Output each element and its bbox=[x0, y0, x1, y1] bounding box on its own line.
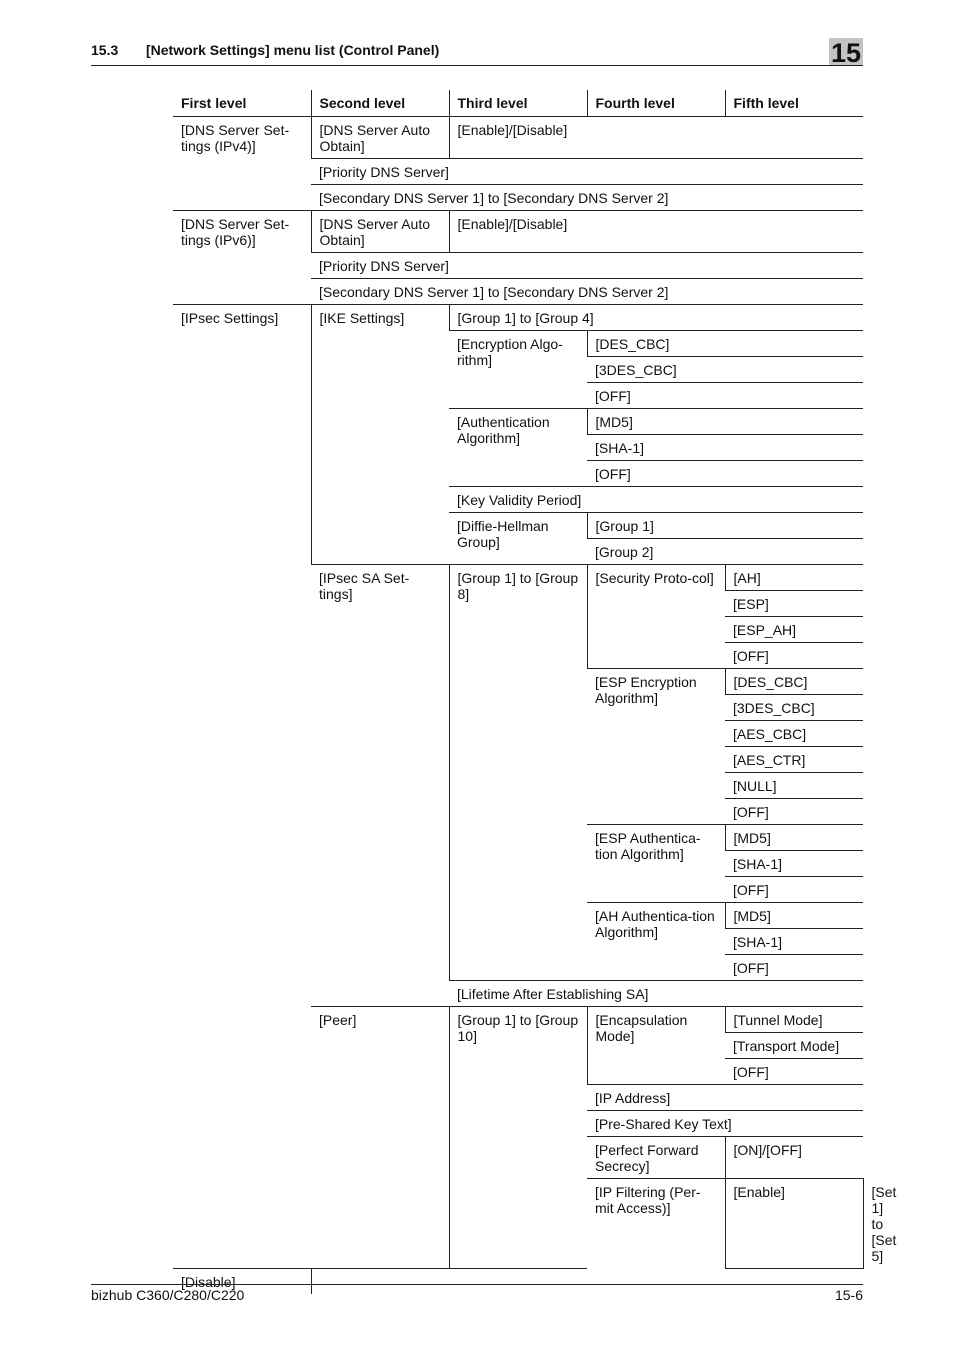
table-cell: [Group 1] bbox=[587, 513, 863, 539]
column-header: First level bbox=[181, 95, 247, 111]
table-cell: [AH Authentica-tion Algorithm] bbox=[587, 903, 725, 981]
table-cell: [MD5] bbox=[725, 903, 863, 929]
table-row bbox=[173, 211, 863, 253]
table-cell: [Enable] bbox=[725, 1179, 863, 1269]
table-cell: [DES_CBC] bbox=[587, 331, 863, 357]
table-cell: [OFF] bbox=[587, 461, 863, 487]
table-header-row bbox=[173, 90, 863, 117]
table-cell: [IPsec SA Set-tings] bbox=[311, 565, 449, 1007]
table-cell: [Group 1] to [Group 10] bbox=[449, 1007, 587, 1269]
column-header: Second level bbox=[311, 90, 449, 117]
table-cell: [Peer] bbox=[311, 1007, 449, 1269]
table-cell: [Perfect Forward Secrecy] bbox=[587, 1137, 725, 1179]
table-cell: [SHA-1] bbox=[587, 435, 863, 461]
section-number: 15.3 bbox=[91, 42, 119, 58]
table-cell: [AH] bbox=[725, 565, 863, 591]
table-cell: [SHA-1] bbox=[725, 929, 863, 955]
table-cell: [Group 1] to [Group 4] bbox=[449, 305, 863, 331]
table-row bbox=[173, 117, 863, 159]
table-cell: [Group 1] to [Group 8] bbox=[449, 565, 587, 981]
table-cell: [ESP Encryption Algorithm] bbox=[587, 669, 725, 825]
table-cell: [Enable]/[Disable] bbox=[449, 117, 863, 159]
table-row: [IP Filtering (Per-mit Access)] [Enable] [Set 1] to [Set 5] bbox=[173, 1179, 863, 1269]
table-cell: [OFF] bbox=[725, 643, 863, 669]
table-cell: [IPsec Settings] bbox=[173, 305, 311, 1269]
table-cell: [3DES_CBC] bbox=[587, 357, 863, 383]
table-cell: [Secondary DNS Server 1] to [Secondary DNS Server 2] bbox=[311, 279, 863, 305]
column-header: Fifth level bbox=[725, 90, 863, 117]
table-cell: [ESP_AH] bbox=[725, 617, 863, 643]
table-cell: [IKE Settings] bbox=[311, 305, 449, 565]
section-title: [Network Settings] menu list (Control Panel) bbox=[146, 42, 440, 58]
table-cell: [NULL] bbox=[725, 773, 863, 799]
table-cell: [Tunnel Mode] bbox=[725, 1007, 863, 1033]
column-header: Third level bbox=[449, 90, 587, 117]
table-cell: [OFF] bbox=[725, 799, 863, 825]
table-cell bbox=[311, 1268, 725, 1294]
table-cell: [OFF] bbox=[725, 955, 863, 981]
table-cell: [Disable] bbox=[181, 1273, 236, 1290]
table-cell: [ESP] bbox=[725, 591, 863, 617]
table-row bbox=[173, 305, 863, 331]
table-cell: [Encryption Algo-rithm] bbox=[449, 331, 587, 409]
table-cell: [Pre-Shared Key Text] bbox=[587, 1111, 863, 1137]
menu-table bbox=[173, 90, 897, 1294]
chapter-badge: 15 bbox=[830, 38, 862, 68]
table-cell: [MD5] bbox=[725, 825, 863, 851]
table-cell: [Key Validity Period] bbox=[449, 487, 863, 513]
table-cell: [Authentication Algorithm] bbox=[449, 409, 587, 487]
table-cell: [OFF] bbox=[725, 877, 863, 903]
table-cell: [IP Address] bbox=[587, 1085, 863, 1111]
table-cell: [Transport Mode] bbox=[725, 1033, 863, 1059]
section-number-and-title bbox=[91, 42, 439, 58]
table-cell: [OFF] bbox=[725, 1059, 863, 1085]
table-cell: [DNS Server Auto Obtain] bbox=[311, 211, 449, 253]
table-cell: [DES_CBC] bbox=[725, 669, 863, 695]
table-cell: [Enable]/[Disable] bbox=[449, 211, 863, 253]
table-cell: [Diffie-Hellman Group] bbox=[449, 513, 587, 565]
table-cell: [DNS Server Set-tings (IPv6)] bbox=[173, 211, 311, 305]
table-row bbox=[173, 1268, 863, 1294]
footer-page-number: 15-6 bbox=[834, 1287, 863, 1303]
table-cell: [ON]/[OFF] bbox=[725, 1137, 863, 1179]
table-cell: [Lifetime After Establishing SA] bbox=[449, 981, 863, 1007]
table-cell: [Priority DNS Server] bbox=[311, 159, 863, 185]
table-cell: [DNS Server Auto Obtain] bbox=[311, 117, 449, 159]
footer-product: bizhub C360/C280/C220 bbox=[91, 1287, 245, 1303]
table-cell: [IP Filtering (Per-mit Access)] bbox=[595, 1184, 701, 1216]
table-cell: [MD5] bbox=[587, 409, 863, 435]
table-cell: [Secondary DNS Server 1] to [Secondary DNS Server 2] bbox=[311, 185, 863, 211]
table-cell: [Encapsulation Mode] bbox=[587, 1007, 725, 1085]
table-cell: [AES_CBC] bbox=[725, 721, 863, 747]
table-cell: [3DES_CBC] bbox=[725, 695, 863, 721]
table-cell: [SHA-1] bbox=[725, 851, 863, 877]
footer-rule bbox=[91, 1284, 863, 1285]
table-cell: [DNS Server Set-tings (IPv4)] bbox=[173, 117, 311, 211]
table-cell: [AES_CTR] bbox=[725, 747, 863, 773]
table-cell: [Group 2] bbox=[587, 539, 863, 565]
table-cell: [ESP Authentica-tion Algorithm] bbox=[587, 825, 725, 903]
header-rule bbox=[91, 65, 863, 66]
table-cell: [OFF] bbox=[587, 383, 863, 409]
table-cell: [Priority DNS Server] bbox=[311, 253, 863, 279]
column-header: Fourth level bbox=[587, 90, 725, 117]
table-cell: [Security Proto-col] bbox=[587, 565, 725, 669]
